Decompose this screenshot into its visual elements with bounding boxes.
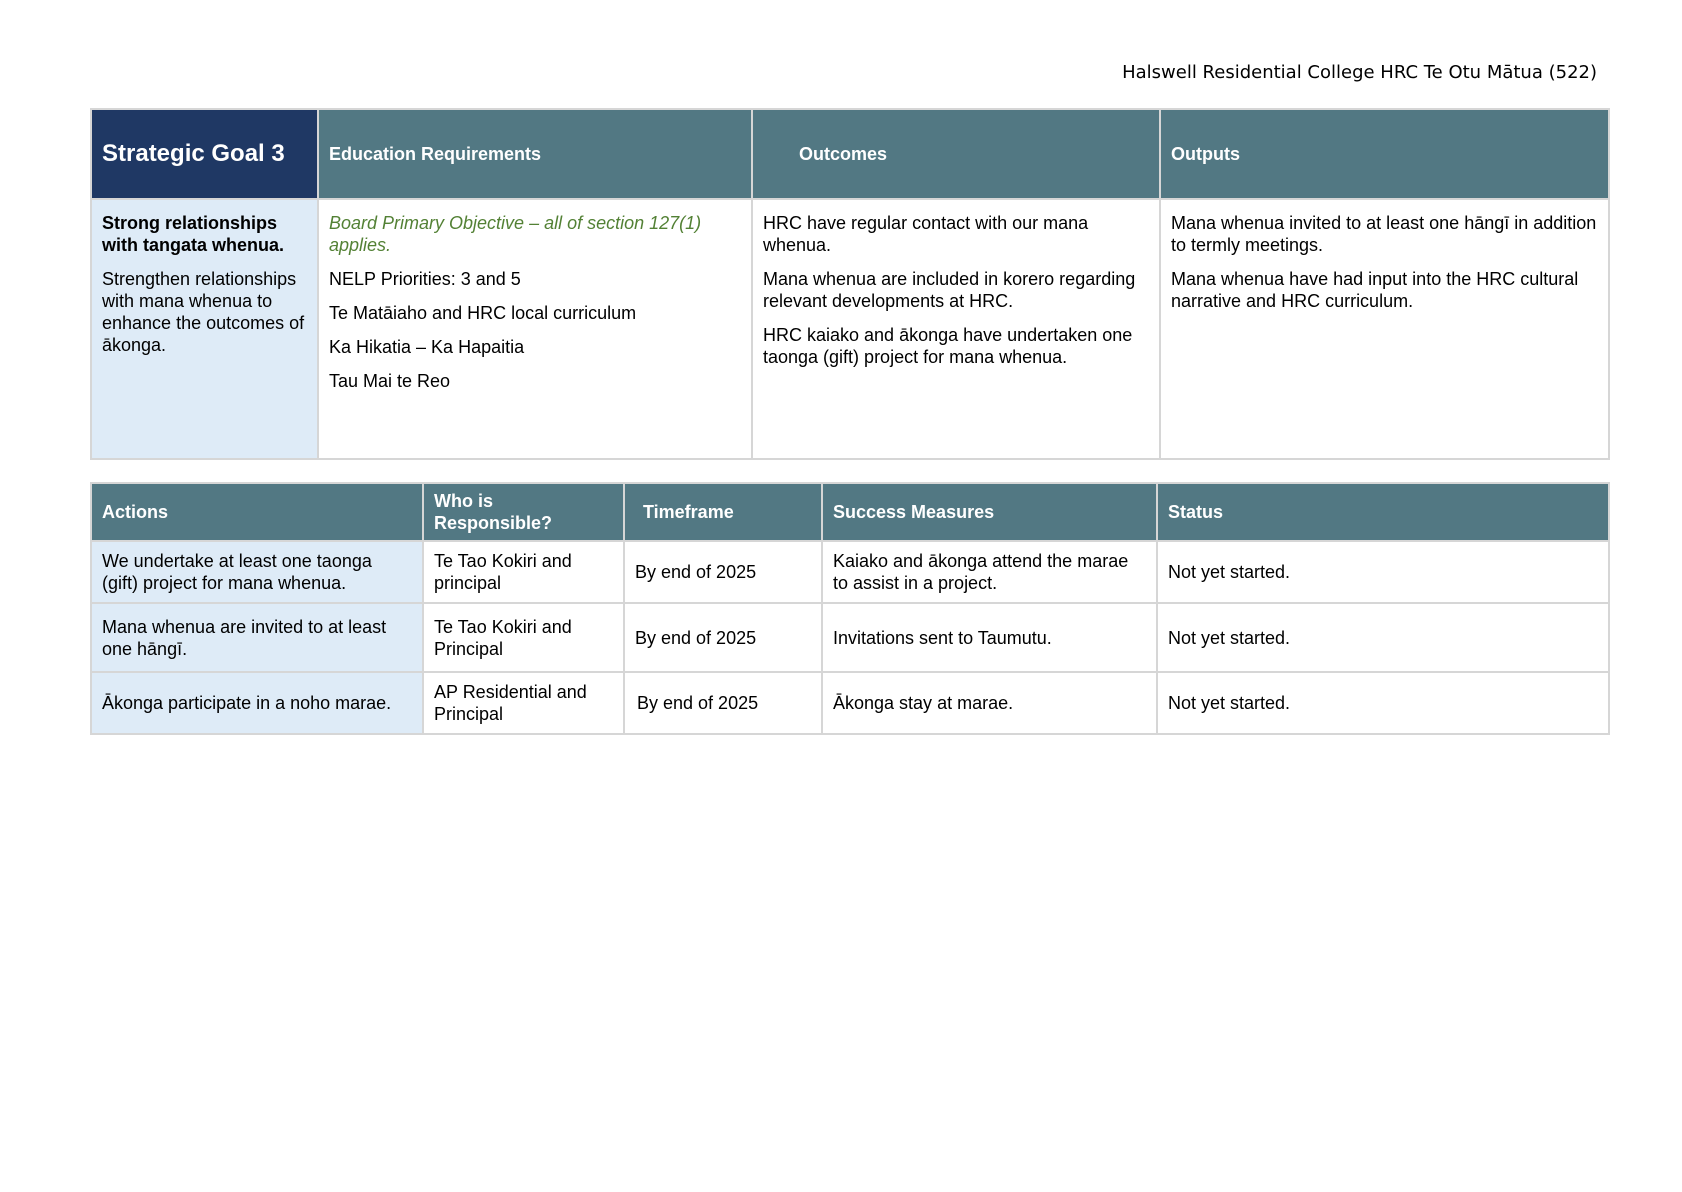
education-requirements-heading: Education Requirements: [318, 109, 752, 199]
status-cell: Not yet started.: [1157, 603, 1609, 672]
strategic-goal-table: [90, 108, 1610, 460]
education-cell: [318, 199, 752, 459]
output-item: Mana whenua have had input into the HRC cultural narrative and HRC curriculum.: [1171, 269, 1579, 311]
page-header: Halswell Residential College HRC Te Otu Mātua (522): [1122, 62, 1597, 83]
goal-cell: [91, 199, 318, 459]
table-row: [91, 603, 1609, 672]
success-cell: Invitations sent to Taumutu.: [822, 603, 1157, 672]
success-cell: Kaiako and ākonga attend the marae to assist in a project.: [822, 541, 1157, 603]
outcomes-cell: [752, 199, 1160, 459]
timeframe-cell: By end of 2025: [624, 672, 822, 734]
goal-description: Strengthen relationships with mana whenua to enhance the outcomes of ākonga.: [102, 269, 305, 355]
action-cell: Ākonga participate in a noho marae.: [91, 672, 423, 734]
status-cell: Not yet started.: [1157, 672, 1609, 734]
who-responsible-heading: Who is Responsible?: [423, 483, 624, 541]
education-item: Ka Hikatia – Ka Hapaitia: [329, 337, 525, 357]
goal-title: Strong relationships with tangata whenua.: [102, 213, 285, 255]
strategic-goal-heading: Strategic Goal 3: [91, 109, 318, 199]
table-row: [91, 541, 1609, 603]
actions-table: [90, 482, 1610, 735]
timeframe-heading: Timeframe: [624, 483, 822, 541]
goal-table-header-row: [91, 109, 1609, 199]
table-row: [91, 672, 1609, 734]
output-item: Mana whenua invited to at least one hāngī in addition to termly meetings.: [1171, 213, 1597, 255]
status-heading: Status: [1157, 483, 1609, 541]
outcome-item: Mana whenua are included in korero regarding relevant developments at HRC.: [763, 269, 1136, 311]
outputs-heading: Outputs: [1160, 109, 1609, 199]
goal-table-body-row: [91, 199, 1609, 459]
outcome-item: HRC kaiako and ākonga have undertaken one taonga (gift) project for mana whenua.: [763, 325, 1133, 367]
status-cell: Not yet started.: [1157, 541, 1609, 603]
success-cell: Ākonga stay at marae.: [822, 672, 1157, 734]
outcomes-heading: Outcomes: [752, 109, 1160, 199]
education-item: Te Matāiaho and HRC local curriculum: [329, 303, 637, 323]
who-cell: AP Residential and Principal: [423, 672, 624, 734]
action-cell: We undertake at least one taonga (gift) project for mana whenua.: [91, 541, 423, 603]
success-measures-heading: Success Measures: [822, 483, 1157, 541]
actions-table-header-row: [91, 483, 1609, 541]
outcome-item: HRC have regular contact with our mana whenua.: [763, 213, 1089, 255]
education-item: Tau Mai te Reo: [329, 371, 451, 391]
timeframe-cell: By end of 2025: [624, 603, 822, 672]
timeframe-cell: By end of 2025: [624, 541, 822, 603]
actions-heading: Actions: [91, 483, 423, 541]
education-item: NELP Priorities: 3 and 5: [329, 269, 521, 289]
who-cell: Te Tao Kokiri and principal: [423, 541, 624, 603]
who-cell: Te Tao Kokiri and Principal: [423, 603, 624, 672]
outputs-cell: [1160, 199, 1609, 459]
education-item: Board Primary Objective – all of section 127(1) applies.: [329, 213, 702, 255]
action-cell: Mana whenua are invited to at least one hāngī.: [91, 603, 423, 672]
